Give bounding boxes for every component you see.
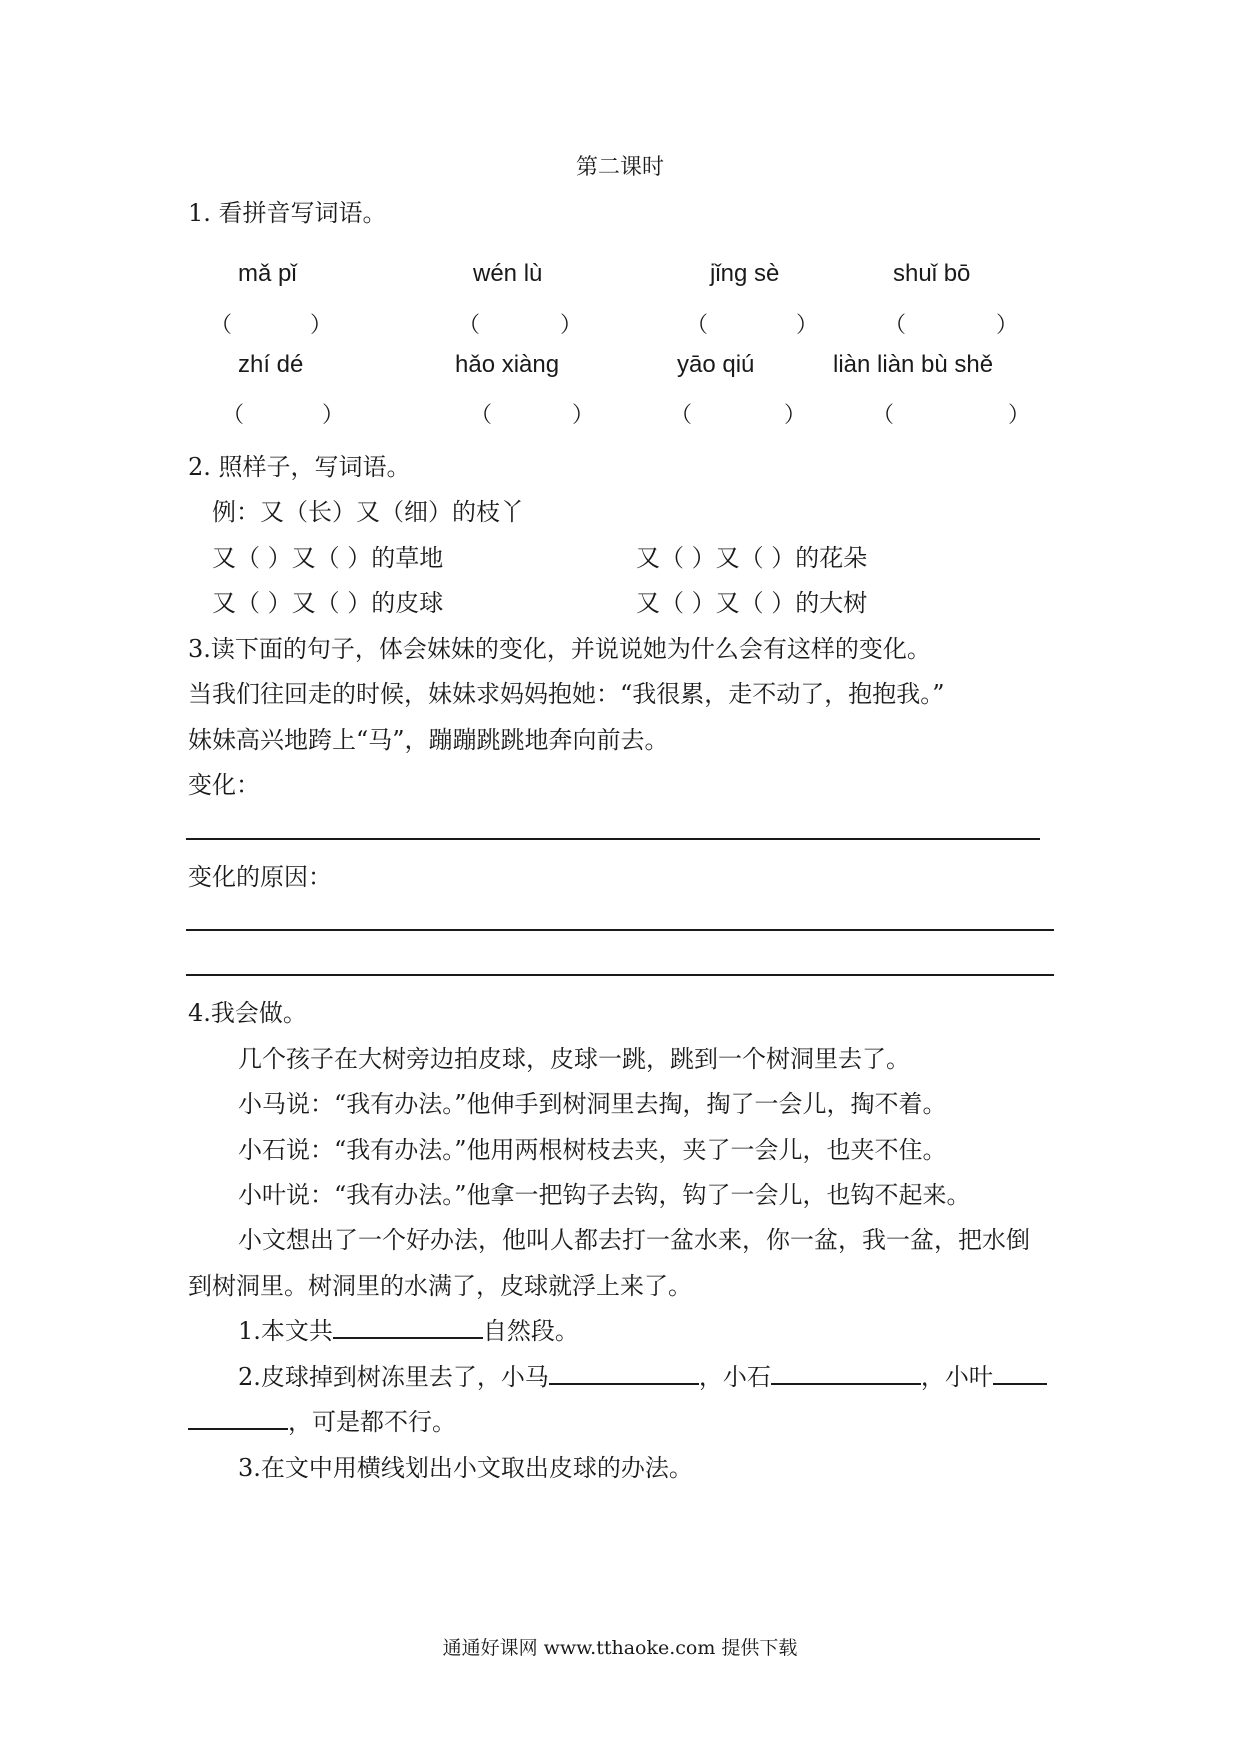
- pinyin-2: wén lù: [473, 260, 543, 287]
- answer-blank: [333, 1313, 483, 1339]
- question-4-heading: 4.我会做。: [188, 999, 307, 1027]
- passage-paragraph: 到树洞里。树洞里的水满了，皮球就浮上来了。: [188, 1272, 692, 1300]
- pinyin-8: liàn liàn bù shě: [833, 351, 994, 378]
- answer-blank: [549, 1359, 699, 1385]
- question-2-heading: 2. 照样子，写词语。: [188, 453, 411, 481]
- answer-line: [186, 974, 1054, 976]
- fill-item: 又（ ）又（ ）的皮球: [212, 589, 444, 617]
- answer-open-paren: （: [884, 313, 907, 338]
- answer-close-paren: ）: [310, 313, 333, 338]
- fill-item: 又（ ）又（ ）的大树: [636, 589, 868, 617]
- answer-close-paren: ）: [322, 403, 345, 428]
- answer-close-paren: ）: [784, 403, 807, 428]
- answer-open-paren: （: [686, 313, 709, 338]
- answer-blank: [993, 1359, 1047, 1385]
- sub-question-text: ，小石: [698, 1363, 771, 1391]
- answer-blank: [188, 1404, 288, 1430]
- sentence: 妹妹高兴地跨上“马”，蹦蹦跳跳地奔向前去。: [188, 726, 669, 754]
- sub-question-text: 自然段。: [482, 1317, 579, 1345]
- question-1-heading: 1. 看拼音写词语。: [188, 199, 387, 227]
- pinyin-5: zhí dé: [238, 351, 304, 378]
- pinyin-7: yāo qiú: [677, 351, 755, 378]
- answer-open-paren: （: [222, 403, 245, 428]
- sub-question-1: [238, 1311, 579, 1346]
- question-3-heading: 3.读下面的句子，体会妹妹的变化，并说说她为什么会有这样的变化。: [188, 635, 931, 663]
- sub-question-text: ，小叶: [920, 1363, 993, 1391]
- answer-open-paren: （: [670, 403, 693, 428]
- pinyin-3: jǐng sè: [710, 260, 780, 287]
- footer-credit: 通通好课网 www.tthaoke.com 提供下载: [442, 1637, 798, 1659]
- sentence: 当我们往回走的时候，妹妹求妈妈抱她：“我很累，走不动了，抱抱我。”: [188, 680, 945, 708]
- answer-close-paren: ）: [996, 313, 1019, 338]
- pinyin-6: hǎo xiàng: [455, 351, 560, 378]
- answer-line: [186, 929, 1054, 931]
- answer-close-paren: ）: [1008, 403, 1031, 428]
- passage-paragraph: 几个孩子在大树旁边拍皮球，皮球一跳，跳到一个树洞里去了。: [238, 1045, 910, 1073]
- answer-blank: [771, 1359, 921, 1385]
- answer-open-paren: （: [458, 313, 481, 338]
- fill-item: 又（ ）又（ ）的草地: [212, 544, 444, 572]
- page-title: 第二课时: [575, 155, 664, 180]
- sub-question-2-cont: [188, 1402, 456, 1437]
- sub-question-text: 1.本文共: [238, 1317, 333, 1345]
- passage-paragraph: 小文想出了一个好办法，他叫人都去打一盆水来，你一盆，我一盆，把水倒: [238, 1226, 1030, 1254]
- passage-paragraph: 小石说：“我有办法。”他用两根树枝去夹，夹了一会儿，也夹不住。: [238, 1136, 947, 1164]
- answer-open-paren: （: [470, 403, 493, 428]
- change-label: 变化：: [188, 771, 260, 799]
- sub-question-text: ，可是都不行。: [288, 1408, 456, 1436]
- sub-question-2: [238, 1357, 1047, 1392]
- pinyin-4: shuǐ bō: [893, 260, 971, 287]
- fill-item: 又（ ）又（ ）的花朵: [636, 544, 868, 572]
- reason-label: 变化的原因：: [188, 863, 332, 891]
- sub-question-3: 3.在文中用横线划出小文取出皮球的办法。: [238, 1454, 693, 1482]
- answer-open-paren: （: [872, 403, 895, 428]
- answer-close-paren: ）: [560, 313, 583, 338]
- answer-line: [186, 838, 1040, 840]
- passage-paragraph: 小叶说：“我有办法。”他拿一把钩子去钩，钩了一会儿，也钩不起来。: [238, 1181, 971, 1209]
- passage-paragraph: 小马说：“我有办法。”他伸手到树洞里去掏，掏了一会儿，掏不着。: [238, 1090, 947, 1118]
- pinyin-1: mǎ pǐ: [238, 260, 297, 287]
- answer-close-paren: ）: [572, 403, 595, 428]
- answer-close-paren: ）: [796, 313, 819, 338]
- example-line: 例：又（长）又（细）的枝丫: [212, 498, 524, 526]
- sub-question-text: 2.皮球掉到树冻里去了，小马: [238, 1363, 549, 1391]
- answer-open-paren: （: [210, 313, 233, 338]
